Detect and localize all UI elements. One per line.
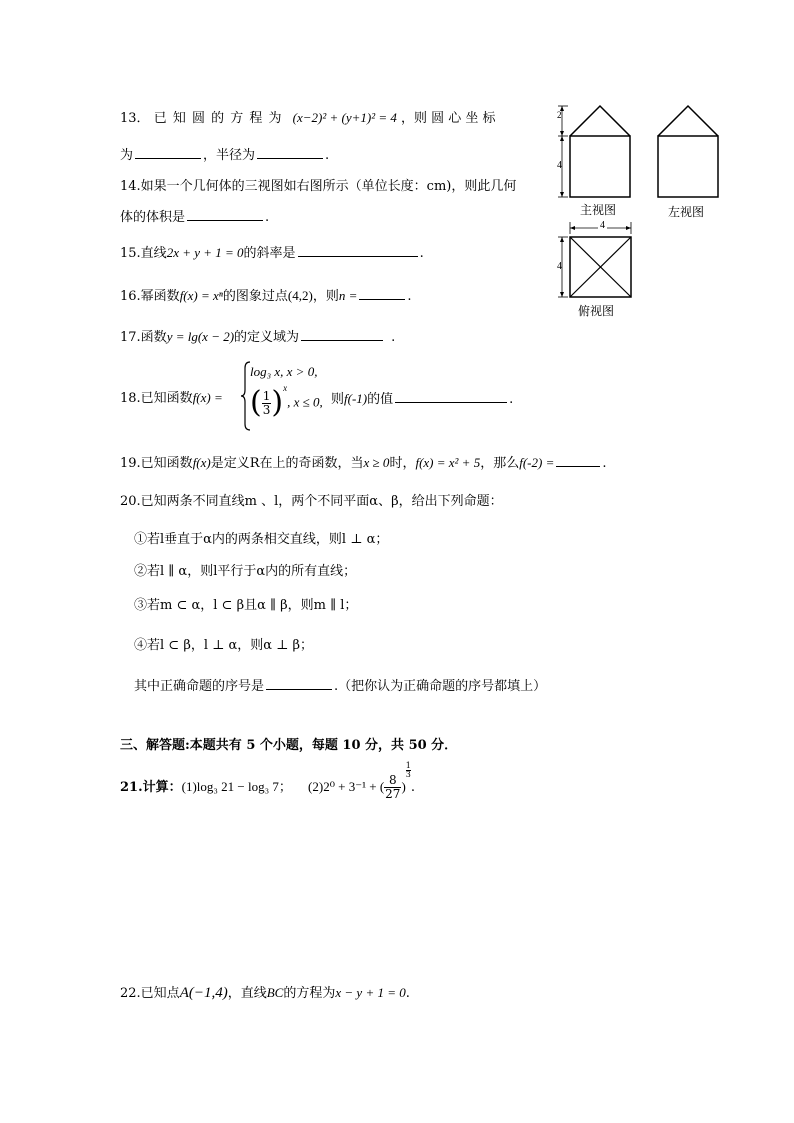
section-3-heading: 三、解答题:本题共有 5 个小题，每题 10 分，共 50 分． (120, 738, 458, 753)
dim-4-top-width-label: 4 (600, 220, 605, 231)
q17: 17.函数y = lg(x − 2)的定义域为 . (120, 326, 395, 348)
answer-blank[interactable] (359, 285, 405, 300)
q18-rest: 则f(-1)的值 . (331, 388, 513, 410)
q13-line2: 为 ，半径为 . (120, 144, 329, 166)
answer-blank[interactable] (135, 144, 201, 159)
top-view-label: 俯视图 (578, 304, 615, 318)
q22: 22.已知点A(−1,4)，直线BC的方程为x − y + 1 = 0. (120, 985, 410, 1001)
side-view (658, 106, 718, 197)
side-view-label: 左视图 (668, 205, 705, 219)
q20-item-2: ②若l ∥ α，则l平行于α内的所有直线； (134, 564, 357, 579)
answer-blank[interactable] (257, 144, 323, 159)
answer-blank[interactable] (187, 206, 263, 221)
q16: 16.幂函数f(x) = xⁿ的图象过点(4,2)，则n = . (120, 285, 412, 307)
dim-2-label: 2 (557, 110, 562, 120)
answer-blank[interactable] (266, 675, 332, 690)
answer-blank[interactable] (301, 326, 383, 341)
q20-item-4: ④若l ⊂ β，l ⊥ α，则α ⊥ β； (134, 638, 314, 653)
top-view (558, 222, 631, 297)
q20-item-3: ③若m ⊂ α，l ⊂ β且α ∥ β，则m ∥ l； (134, 598, 358, 613)
front-view-label: 主视图 (580, 203, 617, 217)
dim-4-front-label: 4 (557, 160, 562, 171)
q20-answer: 其中正确命题的序号是 .（把你认为正确命题的序号都填上） (134, 675, 546, 697)
q20-stem: 20.已知两条不同直线m 、l，两个不同平面α、β，给出下列命题： (120, 494, 503, 509)
q14-line1: 14.如果一个几何体的三视图如右图所示（单位长度：cm)，则此几何 (120, 179, 517, 194)
q19: 19.已知函数f(x)是定义R在上的奇函数，当x ≥ 0时，f(x) = x² + 5，那么f(-2) = . (120, 452, 607, 474)
q18-label: 18.已知函数f(x) = (120, 390, 223, 406)
answer-blank[interactable] (556, 452, 600, 467)
q14-line2: 体的体积是 . (120, 206, 269, 228)
q20-item-1: ①若l垂直于α内的两条相交直线，则l ⊥ α； (134, 532, 389, 547)
q15: 15.直线2x + y + 1 = 0的斜率是 . (120, 242, 424, 264)
q18-case1: log₃ x, x > 0, (250, 364, 318, 379)
q21: 21.计算：(1)log₃ 21 − log₃ 7； (2)2⁰ + 3⁻¹ + ( $\frac{8}{27}$ ) $\frac{1}{3}$ . (120, 761, 416, 801)
dim-4-top-height-label: 4 (557, 261, 562, 272)
answer-blank[interactable] (298, 242, 418, 257)
q18-case2: ( $\frac{1}{3}$ )$^x$, x ≤ 0, (250, 383, 323, 420)
q13-line1: 13． 已 知 圆 的 方 程 为 (x−2)² + (y+1)² = 4 ，则 圆 心 坐 标 (120, 110, 496, 126)
answer-blank[interactable] (395, 388, 507, 403)
front-view (558, 106, 630, 197)
